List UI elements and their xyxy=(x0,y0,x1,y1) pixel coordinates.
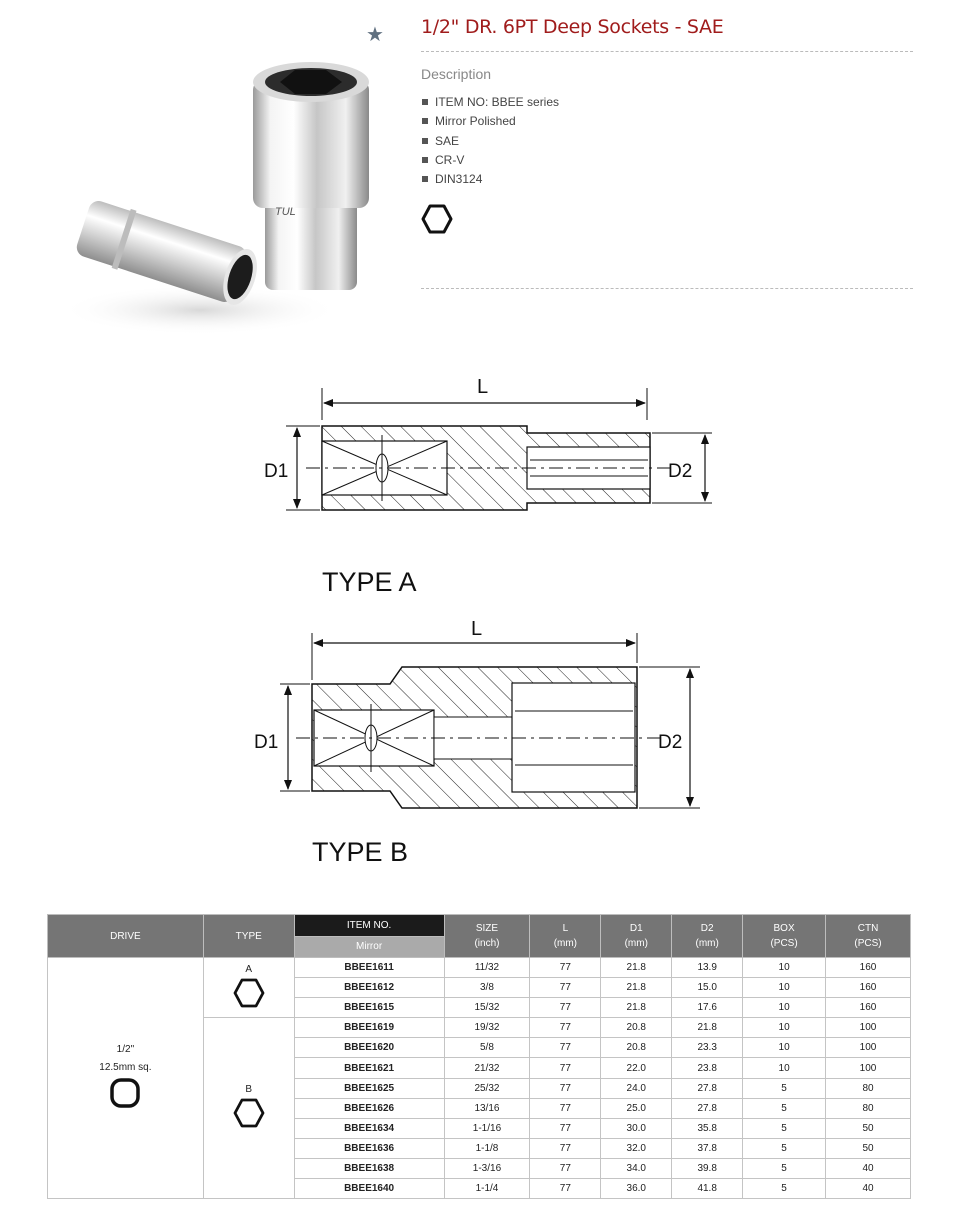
cell-ctn: 40 xyxy=(826,1179,911,1199)
cell-ctn: 80 xyxy=(826,1098,911,1118)
cell-box: 10 xyxy=(743,978,826,998)
cell-code: BBEE1611 xyxy=(294,958,444,978)
cell-d1: 21.8 xyxy=(601,978,672,998)
cell-size: 1-3/16 xyxy=(444,1158,530,1178)
cell-d1: 34.0 xyxy=(601,1158,672,1178)
cell-code: BBEE1621 xyxy=(294,1058,444,1078)
type-b-label: B xyxy=(245,1084,253,1096)
cell-ctn: 160 xyxy=(826,998,911,1018)
cell-ctn: 80 xyxy=(826,1078,911,1098)
cell-box: 5 xyxy=(743,1078,826,1098)
cell-size: 3/8 xyxy=(444,978,530,998)
divider xyxy=(421,51,913,52)
cell-box: 5 xyxy=(743,1179,826,1199)
hexagon-6pt-icon xyxy=(233,977,265,1009)
header-drive: DRIVE xyxy=(48,915,204,958)
header-ctn: CTN (PCS) xyxy=(826,915,911,958)
cell-d2: 21.8 xyxy=(672,1018,743,1038)
cell-code: BBEE1612 xyxy=(294,978,444,998)
cell-ctn: 160 xyxy=(826,958,911,978)
header-l: L (mm) xyxy=(530,915,601,958)
feature-list xyxy=(421,94,559,190)
list-item: DIN3124 xyxy=(421,171,559,190)
cell-d1: 36.0 xyxy=(601,1179,672,1199)
cell-l: 77 xyxy=(530,958,601,978)
product-title: 1/2" DR. 6PT Deep Sockets - SAE xyxy=(421,16,724,38)
cell-code: BBEE1625 xyxy=(294,1078,444,1098)
cell-size: 19/32 xyxy=(444,1018,530,1038)
hexagon-6pt-icon xyxy=(421,203,453,235)
cell-d2: 15.0 xyxy=(672,978,743,998)
d2-label: D2 xyxy=(668,461,693,482)
cell-l: 77 xyxy=(530,1138,601,1158)
cell-box: 10 xyxy=(743,1038,826,1058)
cell-box: 10 xyxy=(743,1058,826,1078)
hexagon-6pt-icon xyxy=(233,1097,265,1129)
type-a-label: TYPE A xyxy=(322,567,417,597)
type-a-label: A xyxy=(245,963,253,975)
cell-ctn: 160 xyxy=(826,978,911,998)
cell-code: BBEE1638 xyxy=(294,1158,444,1178)
type-b-label: TYPE B xyxy=(312,837,409,867)
cell-code: BBEE1619 xyxy=(294,1018,444,1038)
divider xyxy=(421,288,913,289)
header-type: TYPE xyxy=(203,915,294,958)
cell-l: 77 xyxy=(530,1018,601,1038)
cell-ctn: 50 xyxy=(826,1138,911,1158)
header-item-no: ITEM NO. xyxy=(294,915,444,937)
drive-cell xyxy=(48,958,204,1199)
cell-size: 5/8 xyxy=(444,1038,530,1058)
cell-d1: 32.0 xyxy=(601,1138,672,1158)
list-item: Mirror Polished xyxy=(421,113,559,132)
cell-size: 11/32 xyxy=(444,958,530,978)
svg-text:TUL: TUL xyxy=(275,206,296,218)
cell-d1: 21.8 xyxy=(601,998,672,1018)
bullet-icon xyxy=(422,99,428,105)
cell-size: 15/32 xyxy=(444,998,530,1018)
cell-l: 77 xyxy=(530,978,601,998)
cell-code: BBEE1636 xyxy=(294,1138,444,1158)
bullet-icon xyxy=(422,138,428,144)
description-heading: Description xyxy=(421,66,492,82)
cell-l: 77 xyxy=(530,1078,601,1098)
header-d2: D2 (mm) xyxy=(672,915,743,958)
cell-d2: 23.3 xyxy=(672,1038,743,1058)
cell-box: 10 xyxy=(743,998,826,1018)
type-a-cell xyxy=(203,958,294,1018)
length-label: L xyxy=(471,618,483,640)
cell-d1: 20.8 xyxy=(601,1038,672,1058)
cell-d1: 20.8 xyxy=(601,1018,672,1038)
cell-d2: 27.8 xyxy=(672,1098,743,1118)
product-photo xyxy=(60,50,390,350)
cell-d1: 22.0 xyxy=(601,1058,672,1078)
bullet-icon xyxy=(422,157,428,163)
cell-l: 77 xyxy=(530,1179,601,1199)
cell-size: 1-1/16 xyxy=(444,1118,530,1138)
type-a-diagram xyxy=(240,365,740,525)
cell-size: 21/32 xyxy=(444,1058,530,1078)
bullet-icon xyxy=(422,176,428,182)
cell-ctn: 40 xyxy=(826,1158,911,1178)
drive-square-size: 12.5mm sq. xyxy=(99,1062,152,1074)
spec-table xyxy=(47,914,911,1199)
cell-d2: 37.8 xyxy=(672,1138,743,1158)
cell-code: BBEE1640 xyxy=(294,1179,444,1199)
cell-ctn: 100 xyxy=(826,1058,911,1078)
favorite-star-icon[interactable]: ★ xyxy=(366,24,384,46)
cell-size: 1-1/4 xyxy=(444,1179,530,1199)
cell-code: BBEE1615 xyxy=(294,998,444,1018)
d1-label: D1 xyxy=(264,461,289,482)
type-b-cell xyxy=(203,1018,294,1199)
cell-ctn: 50 xyxy=(826,1118,911,1138)
list-item: ITEM NO: BBEE series xyxy=(421,94,559,113)
cell-l: 77 xyxy=(530,1098,601,1118)
cell-d2: 41.8 xyxy=(672,1179,743,1199)
cell-d1: 30.0 xyxy=(601,1118,672,1138)
cell-ctn: 100 xyxy=(826,1038,911,1058)
header-d1: D1 (mm) xyxy=(601,915,672,958)
length-label: L xyxy=(477,376,489,398)
cell-size: 25/32 xyxy=(444,1078,530,1098)
cell-box: 10 xyxy=(743,958,826,978)
bullet-icon xyxy=(422,118,428,124)
d1-label: D1 xyxy=(254,732,279,753)
header-size: SIZE (inch) xyxy=(444,915,530,958)
cell-d2: 17.6 xyxy=(672,998,743,1018)
cell-box: 5 xyxy=(743,1098,826,1118)
cell-d2: 27.8 xyxy=(672,1078,743,1098)
cell-d2: 35.8 xyxy=(672,1118,743,1138)
type-b-diagram xyxy=(240,608,720,818)
cell-code: BBEE1620 xyxy=(294,1038,444,1058)
cell-code: BBEE1634 xyxy=(294,1118,444,1138)
cell-l: 77 xyxy=(530,998,601,1018)
cell-box: 5 xyxy=(743,1138,826,1158)
cell-d2: 23.8 xyxy=(672,1058,743,1078)
cell-box: 5 xyxy=(743,1118,826,1138)
cell-d2: 39.8 xyxy=(672,1158,743,1178)
cell-size: 1-1/8 xyxy=(444,1138,530,1158)
cell-l: 77 xyxy=(530,1118,601,1138)
cell-l: 77 xyxy=(530,1058,601,1078)
cell-d1: 21.8 xyxy=(601,958,672,978)
cell-code: BBEE1626 xyxy=(294,1098,444,1118)
cell-l: 77 xyxy=(530,1158,601,1178)
list-item: SAE xyxy=(421,133,559,152)
header-box: BOX (PCS) xyxy=(743,915,826,958)
square-drive-icon xyxy=(109,1077,141,1109)
header-mirror: Mirror xyxy=(294,936,444,958)
d2-label: D2 xyxy=(658,732,683,753)
table-row xyxy=(48,958,911,978)
cell-d2: 13.9 xyxy=(672,958,743,978)
cell-d1: 25.0 xyxy=(601,1098,672,1118)
cell-l: 77 xyxy=(530,1038,601,1058)
list-item: CR-V xyxy=(421,152,559,171)
drive-size: 1/2" xyxy=(116,1044,135,1056)
cell-ctn: 100 xyxy=(826,1018,911,1038)
cell-size: 13/16 xyxy=(444,1098,530,1118)
cell-d1: 24.0 xyxy=(601,1078,672,1098)
cell-box: 5 xyxy=(743,1158,826,1178)
cell-box: 10 xyxy=(743,1018,826,1038)
